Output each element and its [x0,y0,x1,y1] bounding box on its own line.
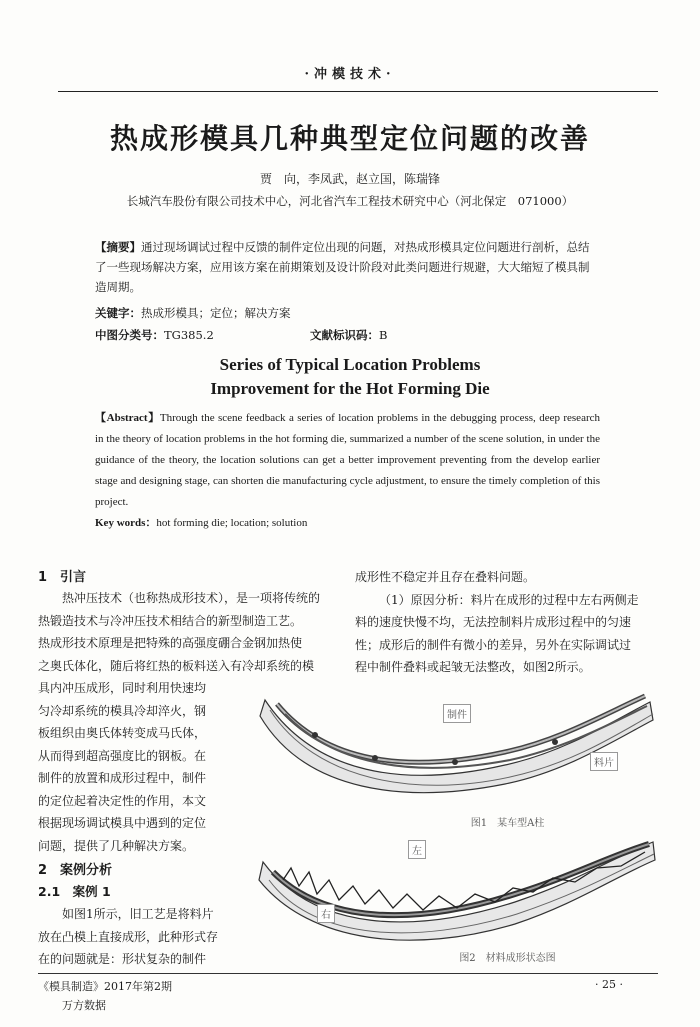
figure1-label-part: 制件 [443,704,471,723]
footer-rule [38,973,658,974]
keywords-en [95,514,307,530]
title-en-line1: Series of Typical Location Problems [219,355,481,374]
figure2-label-right: 右 [317,904,335,923]
title-en-line2: Improvement for the Hot Forming Die [210,379,490,398]
column-header: ·冲模技术· [304,67,396,82]
abstract-cn [95,237,600,297]
keywords-cn [95,305,291,321]
keywords-en-text: hot forming die; location; solution [156,517,308,529]
section2-body [38,903,243,971]
classification [95,327,214,343]
figure1-caption: 图1 某车型A柱 [470,818,545,829]
figure1 [255,680,660,795]
paper-title: 热成形模具几种典型定位问题的改善 [109,122,590,155]
rc-line-2: 料的速度快慢不均，无法控制料片成形过程中的匀速 [355,615,632,629]
figure2-label-left: 左 [408,840,426,859]
figure1-label-sheet: 料片 [590,752,618,771]
s1-line-6: 板组织由奥氏体转变成马氏体， [38,726,207,740]
abstract-en-text: Through the scene feedback a series of location problems in the debugging process, deep research in the theory of location problems in the hot forming die, summarized a number of the scene solution, in under the guidance of the theory, the location solutions can get a better improvement preventing from the develop earlier stage and designing stage, can shorten die manufacturing cycle adjustment, to ensure the timely completion of this project. [95,412,600,508]
doc-code-value: B [379,328,388,342]
keywords-cn-text: 热成形模具；定位；解决方案 [141,306,291,320]
classification-label: 中图分类号： [95,328,164,342]
s1-line-4: 具内冲压成形，同时利用快速均 [38,681,207,695]
figure2-caption: 图2 材料成形状态图 [459,953,556,964]
abstract-cn-label: 【摘要】 [95,240,141,254]
s1-line-5: 匀冷却系统的模具冷却淬火，钢 [38,703,207,718]
section2-heading: 2 案例分析 [38,863,113,878]
s1-line-10: 根据现场调试模具中遇到的定位 [38,816,207,830]
abstract-en-label: 【Abstract】 [95,412,160,424]
s1-line-3: 之奥氏体化，随后将红热的板料送入有冷却系统的模 [38,658,315,673]
right-column-text [355,566,660,679]
header-rule [58,91,658,92]
keywords-cn-label: 关键字： [95,306,141,320]
journal-info: 《模具制造》2017年第2期 [38,980,172,993]
watermark: 万方数据 [62,999,106,1012]
section2-subheading: 2.1 案例 1 [38,884,111,899]
authors: 贾 向，李凤武，赵立国，陈瑞锋 [259,172,440,186]
s1-line-1: 热锻造技术与冷冲压技术相结合的新型制造工艺。 [38,613,303,628]
s1-line-8: 制件的放置和成形过程中，制件 [38,771,207,785]
doc-code-label: 文献标识码： [310,328,379,342]
doc-code [310,327,387,343]
rc-line-4: 程中制件叠料或起皱无法整改，如图2所示。 [355,660,591,674]
abstract-cn-text: 通过现场调试过程中反馈的制件定位出现的问题，对热成形模具定位问题进行剖析，总结了一些现场解决方案，应用该方案在前期策划及设计阶段对此类问题进行规避，大大缩短了模具制造周期。 [95,240,590,294]
affiliation: 长城汽车股份有限公司技术中心，河北省汽车工程技术研究中心（河北保定 071000） [126,194,574,208]
abstract-en [95,408,600,513]
title-en [0,353,700,401]
rc-line-0: 成形性不稳定并且存在叠料问题。 [355,570,536,584]
s2-line-1: 放在凸模上直接成形，此种形式存 [38,929,219,944]
page-number: · 25 · [595,978,623,991]
rc-line-1: （1）原因分析：料片在成形的过程中左右两侧走 [379,592,639,607]
s1-line-2: 热成形技术原理是把特殊的高强度硼合金钢加热使 [38,636,303,650]
rc-line-3: 性；成形后的制件有微小的差异，另外在实际调试过 [355,637,632,652]
forming-state-drawing [255,832,660,942]
classification-value: TG385.2 [164,328,214,342]
s1-line-7: 从而得到超高强度比的钢板。在 [38,748,207,763]
s2-line-2: 在的问题就是：形状复杂的制件 [38,952,207,966]
s2-line-0: 如图1所示，旧工艺是将料片 [62,907,214,921]
section1-heading: 1 引言 [38,570,87,585]
s1-line-11: 问题，提供了几种解决方案。 [38,838,195,853]
s1-line-0: 热冲压技术（也称热成形技术），是一项将传统的 [62,591,321,605]
s1-line-9: 的定位起着决定性的作用，本文 [38,793,207,808]
keywords-en-label: Key words： [95,517,157,529]
a-pillar-drawing [255,680,660,795]
figure2 [255,832,660,942]
